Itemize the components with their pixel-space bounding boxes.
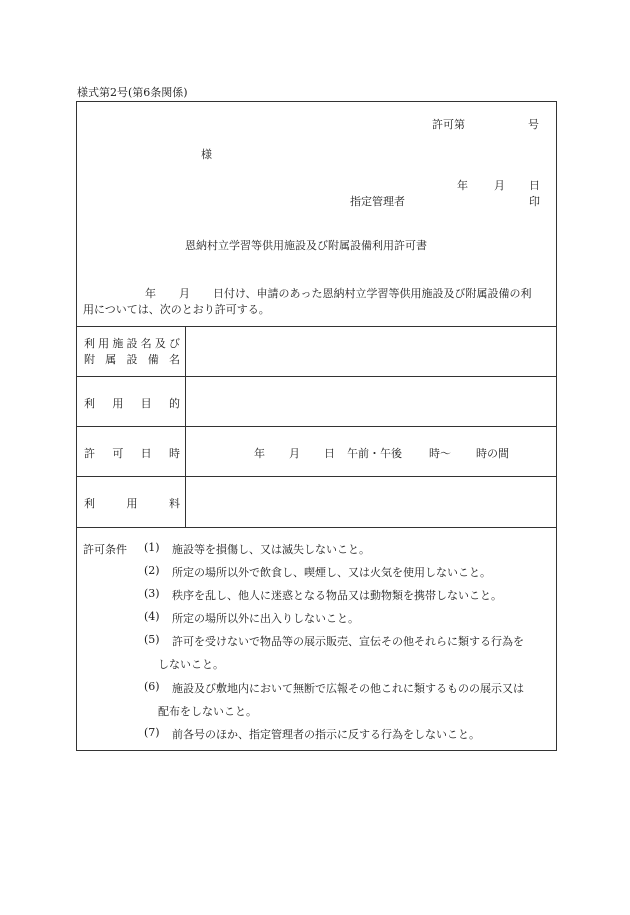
row-divider-5: [76, 527, 557, 528]
row-divider-4: [76, 476, 557, 477]
facility-label-line2: 附属設備名: [84, 353, 180, 366]
date-year: 年: [457, 179, 468, 192]
row-divider-2: [76, 376, 557, 377]
document-title: 恩納村立学習等供用施設及び附属設備利用許可書: [185, 239, 427, 252]
condition-number: (2): [144, 564, 160, 577]
intro-month: 月: [179, 287, 190, 300]
condition-number: (3): [144, 587, 160, 600]
form-number-label: 様式第2号(第6条関係): [77, 86, 188, 99]
frame-bottom-border: [76, 750, 557, 751]
frame-top-border: [76, 101, 557, 102]
date-day: 日: [529, 179, 540, 192]
addressee-suffix: 様: [201, 148, 212, 161]
datetime-day: 日: [324, 447, 335, 460]
condition-text-continued: 配布をしないこと。: [158, 705, 257, 718]
condition-number: (7): [144, 726, 160, 739]
datetime-month: 月: [289, 447, 300, 460]
purpose-label: 利用目的: [84, 397, 180, 410]
datetime-ampm: 午前・午後: [347, 447, 402, 460]
permit-number-suffix: 号: [528, 118, 539, 131]
condition-number: (1): [144, 541, 160, 554]
condition-text: 所定の場所以外で飲食し、喫煙し、又は火気を使用しないこと。: [172, 566, 491, 579]
condition-text: 秩序を乱し、他人に迷惑となる物品又は動物類を携帯しないこと。: [172, 589, 502, 602]
condition-text: 施設及び敷地内において無断で広報その他これに類するものの展示又は: [172, 682, 524, 695]
condition-text-continued: しないこと。: [158, 658, 224, 671]
datetime-from: 時〜: [429, 447, 451, 460]
row-divider-1: [76, 326, 557, 327]
date-month: 月: [494, 179, 505, 192]
seal-mark: 印: [529, 195, 540, 208]
condition-text: 許可を受けないで物品等の展示販売、宣伝その他それらに類する行為を: [172, 635, 524, 648]
manager-label: 指定管理者: [350, 195, 405, 208]
condition-text: 前各号のほか、指定管理者の指示に反する行為をしないこと。: [172, 728, 480, 741]
condition-text: 所定の場所以外に出入りしないこと。: [172, 612, 359, 625]
condition-number: (4): [144, 610, 160, 623]
fee-label: 利用料: [84, 497, 180, 510]
permit-number-prefix: 許可第: [432, 118, 465, 131]
condition-text: 施設等を損傷し、又は滅失しないこと。: [172, 543, 370, 556]
condition-number: (6): [144, 680, 160, 693]
intro-text-line1: 日付け、申請のあった恩納村立学習等供用施設及び附属設備の利: [213, 287, 532, 300]
intro-year: 年: [145, 287, 156, 300]
datetime-year: 年: [254, 447, 265, 460]
datetime-until: 時の間: [476, 447, 509, 460]
facility-label-line1: 利用施設名及び: [84, 337, 180, 350]
intro-text-line2: 用については、次のとおり許可する。: [83, 303, 270, 316]
column-divider: [185, 326, 186, 527]
datetime-label: 許可日時: [84, 447, 180, 460]
row-divider-3: [76, 426, 557, 427]
condition-number: (5): [144, 633, 160, 646]
conditions-label: 許可条件: [83, 543, 127, 556]
